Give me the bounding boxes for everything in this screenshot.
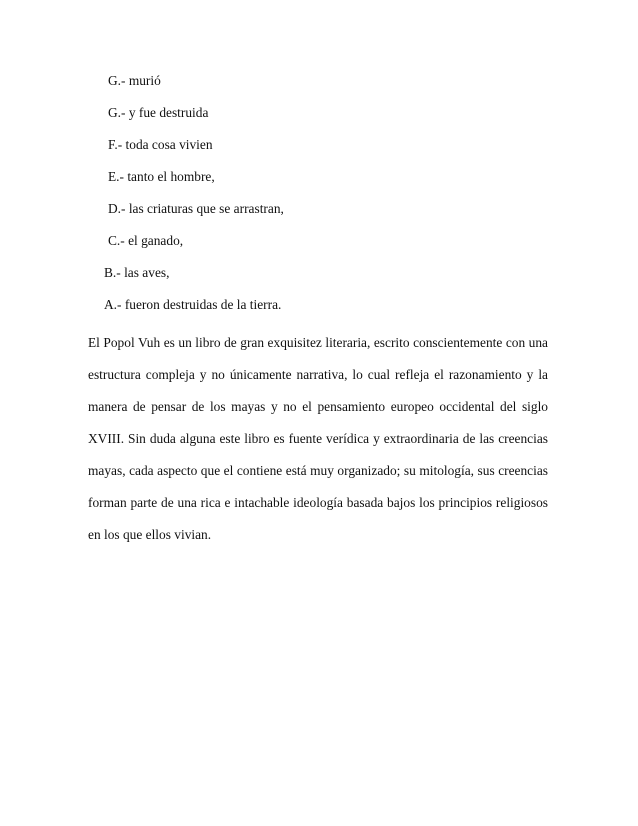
list-item: G.- murió xyxy=(108,73,161,88)
list-item: A.- fueron destruidas de la tierra. xyxy=(104,297,282,312)
list-item: G.- y fue destruida xyxy=(108,105,209,120)
list-item: B.- las aves, xyxy=(104,265,170,280)
list-item: C.- el ganado, xyxy=(108,233,184,248)
list-item: E.- tanto el hombre, xyxy=(108,169,215,184)
list-item: D.- las criaturas que se arrastran, xyxy=(108,201,284,216)
body-paragraph: El Popol Vuh es un libro de gran exquisitez literaria, escrito conscientemente con una estructura compleja y no únicamente narrativa, lo cual refleja el razonamiento y la manera de pensar de los mayas y no el pensamiento europeo occidental del siglo XVIII. Sin duda alguna este libro es fuente verídica y extraordinaria de las creencias mayas, cada aspecto que el contiene está muy organizado; su mitología, sus creencias forman parte de una rica e intachable ideología basada bajos los principios religiosos en los que ellos vivian. xyxy=(88,335,548,542)
list-item: F.- toda cosa vivien xyxy=(108,137,213,152)
